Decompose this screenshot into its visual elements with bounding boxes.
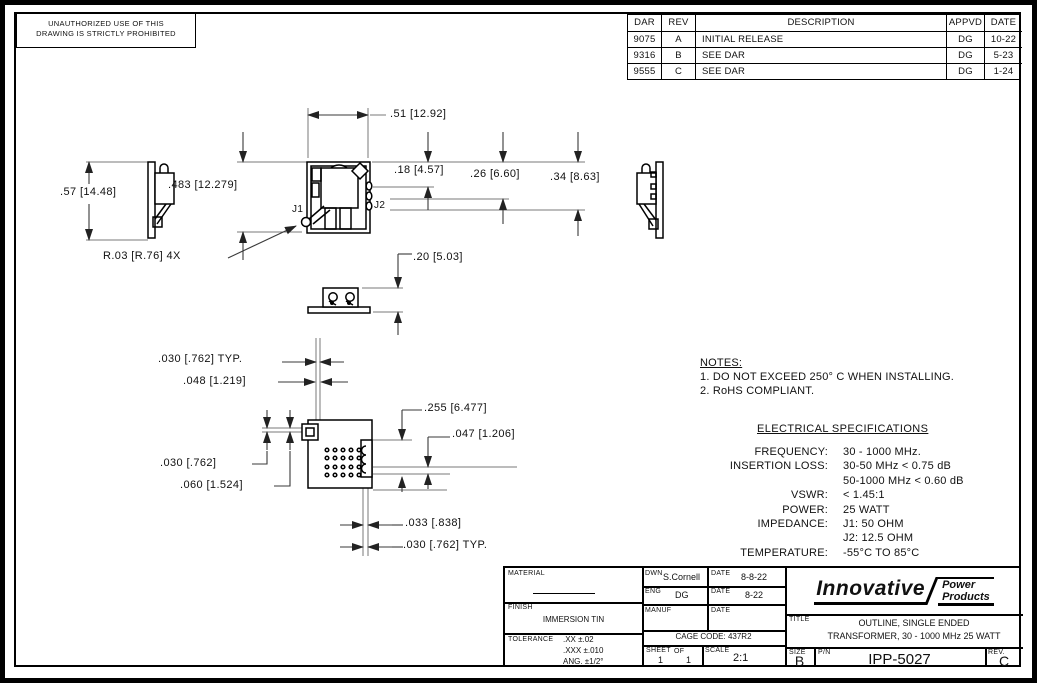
- dim-lead-span: .048 [1.219]: [183, 375, 246, 387]
- spec-label: POWER:: [782, 503, 828, 516]
- dim-pad3: .34 [8.63]: [550, 171, 600, 183]
- logo-name: Innovative: [814, 577, 927, 605]
- date2-label: DATE: [711, 588, 731, 595]
- scale-label: SCALE: [705, 647, 730, 654]
- rev-header-date: DATE: [984, 15, 1022, 31]
- company-logo: [787, 570, 1021, 612]
- dim-tab-typ: .030 [.762] TYP.: [403, 539, 488, 551]
- date2-value: 8-22: [745, 590, 764, 600]
- specs-title: ELECTRICAL SPECIFICATIONS: [757, 423, 929, 435]
- rev-row-dar: 9075: [628, 31, 661, 47]
- tolerance-xxx: .XXX ±.010: [563, 646, 604, 655]
- rev-row-description: SEE DAR: [695, 47, 946, 63]
- spec-label: VSWR:: [790, 489, 828, 502]
- bottom-view: [302, 420, 372, 488]
- rev-row-date: 5-23: [984, 47, 1022, 63]
- rev-row-dar: 9316: [628, 47, 661, 63]
- dim-pad-width: .047 [1.206]: [452, 428, 515, 440]
- tolerance-ang: ANG. ±1/2°: [563, 657, 604, 666]
- notes-title: NOTES:: [700, 357, 743, 369]
- dim-tab-width: .033 [.838]: [405, 517, 462, 529]
- tolerance-label: TOLERANCE: [508, 636, 554, 643]
- drawing-title-line1: OUTLINE, SINGLE ENDED: [858, 618, 970, 628]
- label-j2: J2: [374, 200, 386, 211]
- sheet-total: 1: [686, 655, 692, 665]
- rev-header-appvd: APPVD: [946, 15, 984, 31]
- spec-value: -55°C TO 85°C: [843, 546, 920, 559]
- notes-block: [700, 356, 954, 398]
- dim-pad1: .18 [4.57]: [394, 164, 444, 176]
- dim-height-inner: .483 [12.279]: [168, 179, 238, 191]
- specs-table: [655, 445, 964, 560]
- spec-value: J1: 50 OHM: [843, 518, 904, 531]
- pn-label: P/N: [818, 649, 831, 656]
- rev-row-date: 1-24: [984, 63, 1022, 79]
- front-view: [308, 288, 370, 313]
- note-item: 2. RoHS COMPLIANT.: [700, 385, 815, 397]
- pn-value: IPP-5027: [868, 651, 931, 668]
- dim-front-height: .20 [5.03]: [413, 251, 463, 263]
- rev-row-description: SEE DAR: [695, 63, 946, 79]
- manuf-label: MANUF: [645, 607, 672, 614]
- scale-value: 2:1: [733, 652, 749, 664]
- spec-label: FREQUENCY:: [754, 446, 828, 458]
- spec-label: TEMPERATURE:: [740, 546, 828, 559]
- size-value: B: [794, 653, 805, 669]
- dim-connector-length: .255 [6.477]: [424, 402, 487, 414]
- title-label: TITLE: [789, 616, 810, 623]
- divider: [642, 604, 785, 606]
- rev-header-description: DESCRIPTION: [695, 15, 946, 31]
- rev-row-appvd: DG: [946, 31, 984, 47]
- divider: [785, 614, 1023, 616]
- rev-header-rev: REV: [661, 15, 695, 31]
- prohibition-line1: UNAUTHORIZED USE OF THIS: [48, 19, 164, 28]
- date3-label: DATE: [711, 607, 731, 614]
- title-block: [503, 566, 1021, 667]
- divider: [702, 645, 704, 665]
- spec-label: [655, 474, 828, 488]
- spec-value: 30-50 MHz < 0.75 dB: [843, 460, 952, 473]
- spec-label: [655, 531, 828, 545]
- dim-lead-thickness: .030 [.762]: [160, 457, 217, 469]
- label-j1: J1: [292, 204, 304, 215]
- rev-row-rev: A: [661, 31, 695, 47]
- spec-value: < 1.45:1: [843, 489, 885, 502]
- rev-row-rev: C: [661, 63, 695, 79]
- dwn-label: DWN: [645, 570, 663, 577]
- spec-value: J2: 12.5 OHM: [843, 532, 914, 545]
- rev-row-appvd: DG: [946, 47, 984, 63]
- finish-value: IMMERSION TIN: [542, 615, 605, 624]
- note-item: 1. DO NOT EXCEED 250° C WHEN INSTALLING.: [700, 371, 955, 383]
- rev-header-dar: DAR: [634, 17, 655, 28]
- top-view: [302, 162, 372, 233]
- solder-dot-grid: [325, 448, 361, 477]
- prohibition-line2: DRAWING IS STRICTLY PROHIBITED: [36, 29, 176, 38]
- dim-height-left: .57 [14.48]: [60, 186, 117, 198]
- spec-label: IMPEDANCE:: [757, 518, 828, 531]
- divider: [707, 568, 709, 630]
- tolerance-xx: .XX ±.02: [563, 635, 594, 644]
- eng-value: DG: [675, 590, 689, 600]
- cage-code: CAGE CODE: 437R2: [675, 632, 752, 641]
- logo-top: Power: [938, 577, 994, 591]
- left-side-view: [148, 162, 174, 238]
- dim-lead-width-typ: .030 [.762] TYP.: [158, 353, 243, 365]
- right-side-view: [637, 162, 663, 238]
- rev-row-description: INITIAL RELEASE: [695, 31, 946, 47]
- material-label: MATERIAL: [508, 570, 545, 577]
- sheet-of-label: OF: [674, 648, 685, 655]
- rev-row-rev: B: [661, 47, 695, 63]
- finish-label: FINISH: [508, 604, 533, 611]
- dim-pad2: .26 [6.60]: [470, 168, 520, 180]
- spec-value: 25 WATT: [843, 503, 890, 516]
- rev-label: REV.: [988, 649, 1005, 656]
- rev-row-date: 10-22: [984, 31, 1022, 47]
- spec-label: INSERTION LOSS:: [729, 460, 828, 473]
- date1-label: DATE: [711, 570, 731, 577]
- rev-row-appvd: DG: [946, 63, 984, 79]
- sheet-label: SHEET: [646, 647, 671, 654]
- sheet-num: 1: [658, 655, 664, 665]
- divider: [642, 568, 644, 665]
- rev-row-dar: 9555: [628, 63, 661, 79]
- spec-value: 50-1000 MHz < 0.60 dB: [843, 474, 964, 487]
- spec-value: 30 - 1000 MHz.: [843, 446, 922, 458]
- material-blank-line: [533, 593, 595, 594]
- drawing-title-line2: TRANSFORMER, 30 - 1000 MHz 25 WATT: [827, 631, 1001, 641]
- logo-bottom: Products: [938, 591, 994, 606]
- dim-width-top: .51 [12.92]: [390, 108, 447, 120]
- date1-value: 8-8-22: [741, 572, 768, 582]
- logo-right: [938, 577, 994, 606]
- eng-label: ENG: [645, 588, 662, 595]
- dim-lead-pair: .060 [1.524]: [180, 479, 243, 491]
- dim-radius-note: R.03 [R.76] 4X: [103, 250, 181, 262]
- rev-value: C: [998, 653, 1010, 669]
- size-label: SIZE: [789, 649, 806, 656]
- dwn-value: S.Cornell: [663, 572, 701, 582]
